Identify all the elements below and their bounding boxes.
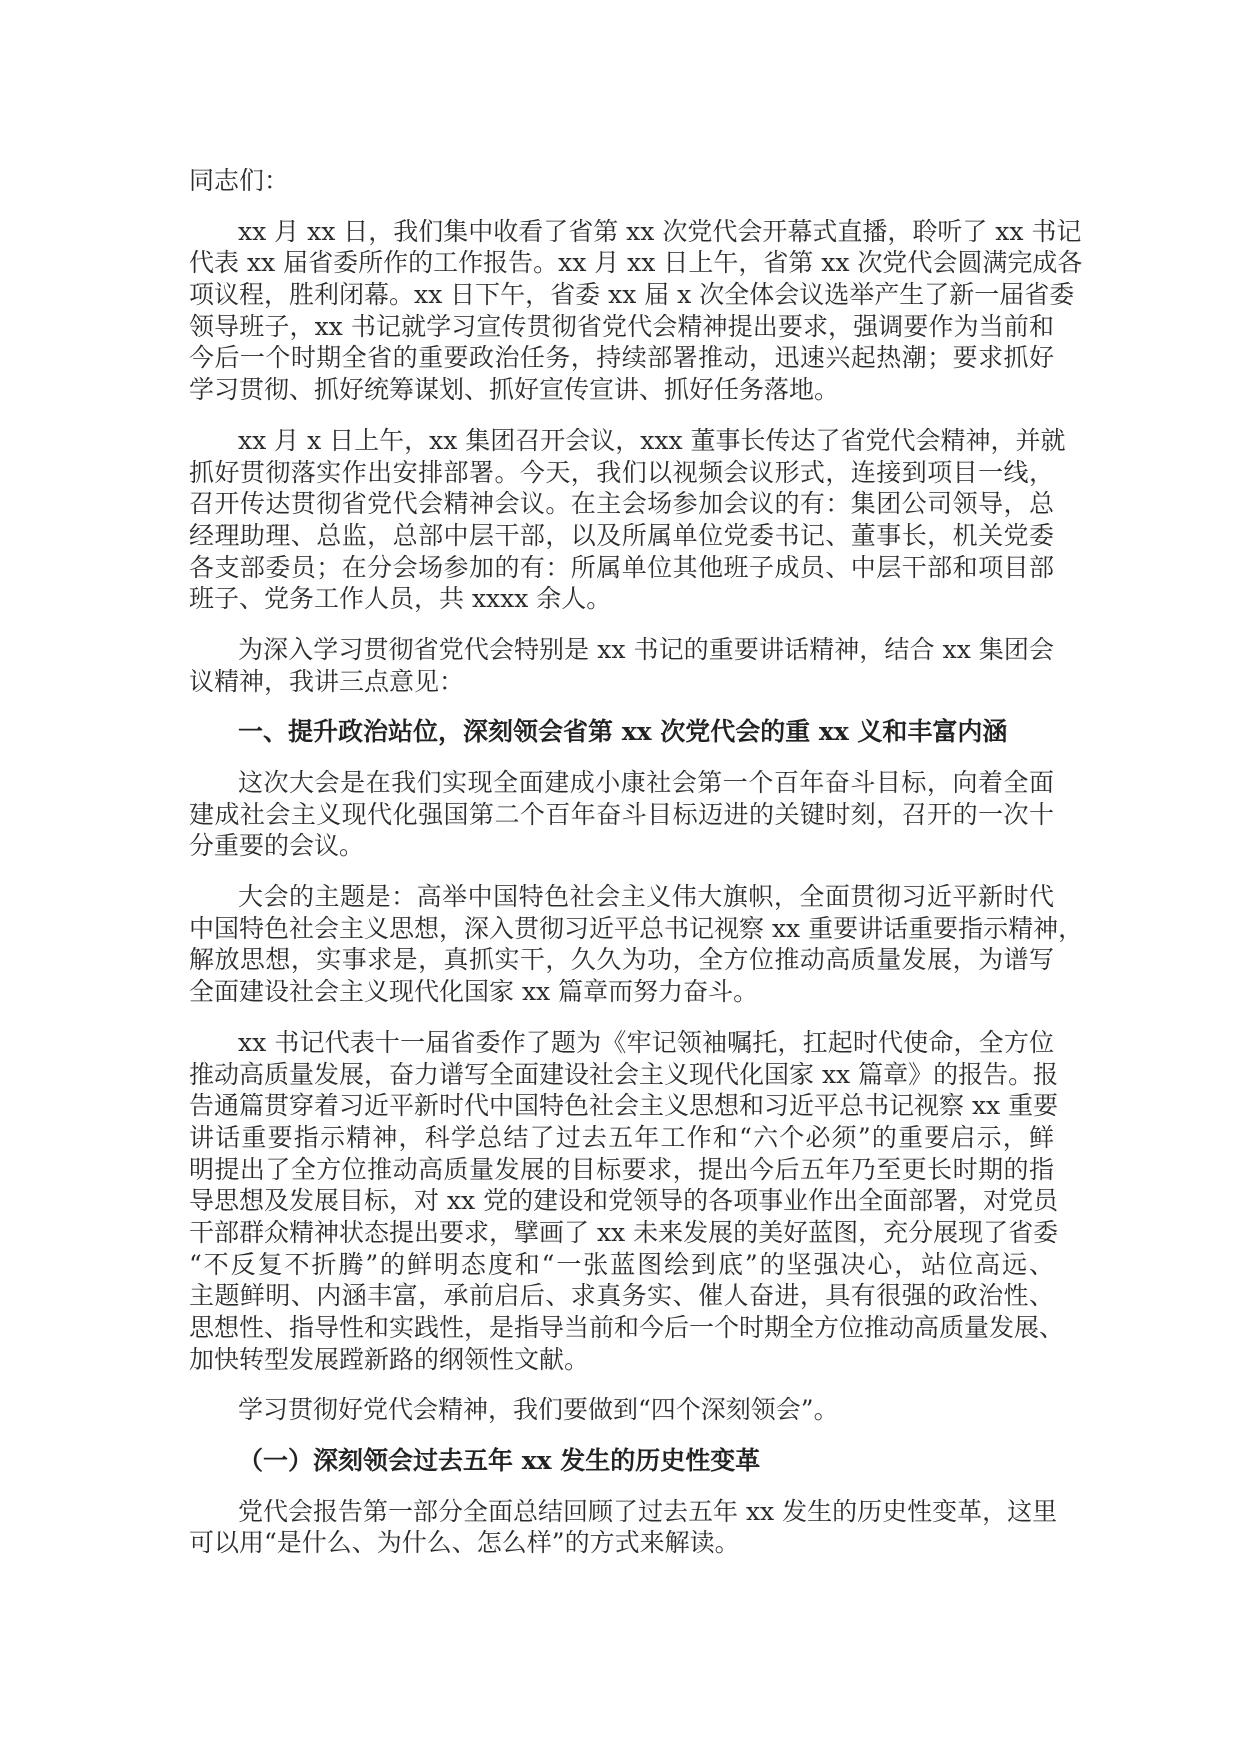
text-line: 这次大会是在我们实现全面建成小康社会第一个百年奋斗目标，向着全面 [238, 768, 1054, 797]
text-line: 各支部委员；在分会场参加的有：所属单位其他班子成员、中层干部和项目部 [189, 552, 1054, 582]
text-line: （一）深刻领会过去五年 xx 发生的历史性变革 [238, 1446, 761, 1476]
text-line: xx 书记代表十一届省委作了题为《牢记领袖嘱托，扛起时代使命，全方位 [238, 1027, 1054, 1057]
text-line: 学习贯彻好党代会精神，我们要做到“四个深刻领会”。 [238, 1395, 839, 1425]
text-line: 党代会报告第一部分全面总结回顾了过去五年 xx 发生的历史性变革，这里 [238, 1496, 1058, 1526]
text-line: 召开传达贯彻省党代会精神会议。在主会场参加会议的有：集团公司领导，总 [189, 489, 1054, 519]
text-line: 明提出了全方位推动高质量发展的目标要求，提出今后五年乃至更长时期的指 [189, 1154, 1054, 1184]
text-line: 干部群众精神状态提出要求，擘画了 xx 未来发展的美好蓝图，充分展现了省委 [189, 1217, 1059, 1247]
paragraph [189, 767, 1054, 862]
text-line: 解放思想，实事求是，真抓实干，久久为功，全方位推动高质量发展，为谱写 [189, 945, 1054, 975]
text-line: 大会的主题是：高举中国特色社会主义伟大旗帜，全面贯彻习近平新时代 [238, 882, 1054, 912]
text-line: 告通篇贯穿着习近平新时代中国特色社会主义思想和习近平总书记视察 xx 重要 [189, 1091, 1059, 1121]
salutation [189, 165, 1054, 197]
text-line: 中国特色社会主义思想，深入贯彻习近平总书记视察 xx 重要讲话重要指示精神， [189, 913, 1084, 943]
text-line: 领导班子，xx 书记就学习宣传贯彻省党代会精神提出要求，强调要作为当前和 [189, 311, 1054, 341]
text-line: xx 月 x 日上午，xx 集团召开会议，xxx 董事长传达了省党代会精神，并就 [238, 425, 1066, 455]
paragraph [189, 216, 1083, 406]
text-line: 全面建设社会主义现代化国家 xx 篇章而努力奋斗。 [189, 977, 759, 1007]
text-line: 班子、党务工作人员，共 xxxx 余人。 [189, 584, 612, 614]
text-line: 经理助理、总监，总部中层干部，以及所属单位党委书记、董事长，机关党委 [189, 520, 1054, 550]
text-line: 项议程，胜利闭幕。xx 日下午，省委 xx 届 x 次全体会议选举产生了新一届省委 [189, 280, 1075, 310]
text-line: 加快转型发展蹚新路的纲领性文献。 [189, 1344, 590, 1374]
text-line: 学习贯彻、抓好统筹谋划、抓好宣传宣讲、抓好任务落地。 [189, 375, 840, 405]
text-line: xx 月 xx 日，我们集中收看了省第 xx 次党代会开幕式直播，聆听了 xx 书记 [238, 216, 1082, 246]
text-line: 为深入学习贯彻省党代会特别是 xx 书记的重要讲话精神，结合 xx 集团会 [238, 634, 1054, 664]
text-line: 代表 xx 届省委所作的工作报告。xx 月 xx 日上午，省第 xx 次党代会圆满完成各 [189, 248, 1083, 278]
paragraph [189, 1394, 1054, 1426]
text-line: 建成社会主义现代化强国第二个百年奋斗目标迈进的关键时刻，召开的一次十 [189, 799, 1054, 829]
text-line: 今后一个时期全省的重要政治任务，持续部署推动，迅速兴起热潮；要求抓好 [189, 343, 1054, 373]
text-line: 一、提升政治站位，深刻领会省第 xx 次党代会的重 xx 义和丰富内涵 [238, 717, 1008, 747]
text-line: 导思想及发展目标，对 xx 党的建设和党领导的各项事业作出全面部署，对党员 [189, 1186, 1059, 1216]
paragraph [189, 634, 1054, 697]
section-heading [189, 1445, 1054, 1477]
text-line: 推动高质量发展，奋力谱写全面建设社会主义现代化国家 xx 篇章》的报告。报 [189, 1059, 1059, 1089]
text-line: 可以用“是什么、为什么、怎么样”的方式来解读。 [189, 1528, 740, 1558]
paragraph [189, 881, 1084, 1008]
document-page [189, 165, 1084, 1578]
text-line: 主题鲜明、内涵丰富，承前启后、求真务实、催人奋进，具有很强的政治性、 [189, 1281, 1054, 1311]
text-line: “不反复不折腾”的鲜明态度和“一张蓝图绘到底”的坚强决心，站位高远、 [189, 1249, 1054, 1279]
text-line: 抓好贯彻落实作出安排部署。今天，我们以视频会议形式，连接到项目一线， [189, 457, 1054, 487]
text-line: 同志们： [189, 166, 290, 195]
text-line: 思想性、指导性和实践性，是指导当前和今后一个时期全方位推动高质量发展、 [189, 1313, 1065, 1342]
paragraph [189, 425, 1066, 615]
paragraph [189, 1496, 1058, 1559]
text-line: 分重要的会议。 [189, 831, 365, 861]
paragraph [189, 1027, 1065, 1376]
text-line: 议精神，我讲三点意见： [189, 666, 465, 696]
section-heading [189, 716, 1054, 748]
text-line: 讲话重要指示精神，科学总结了过去五年工作和“六个必须”的重要启示，鲜 [189, 1122, 1054, 1152]
